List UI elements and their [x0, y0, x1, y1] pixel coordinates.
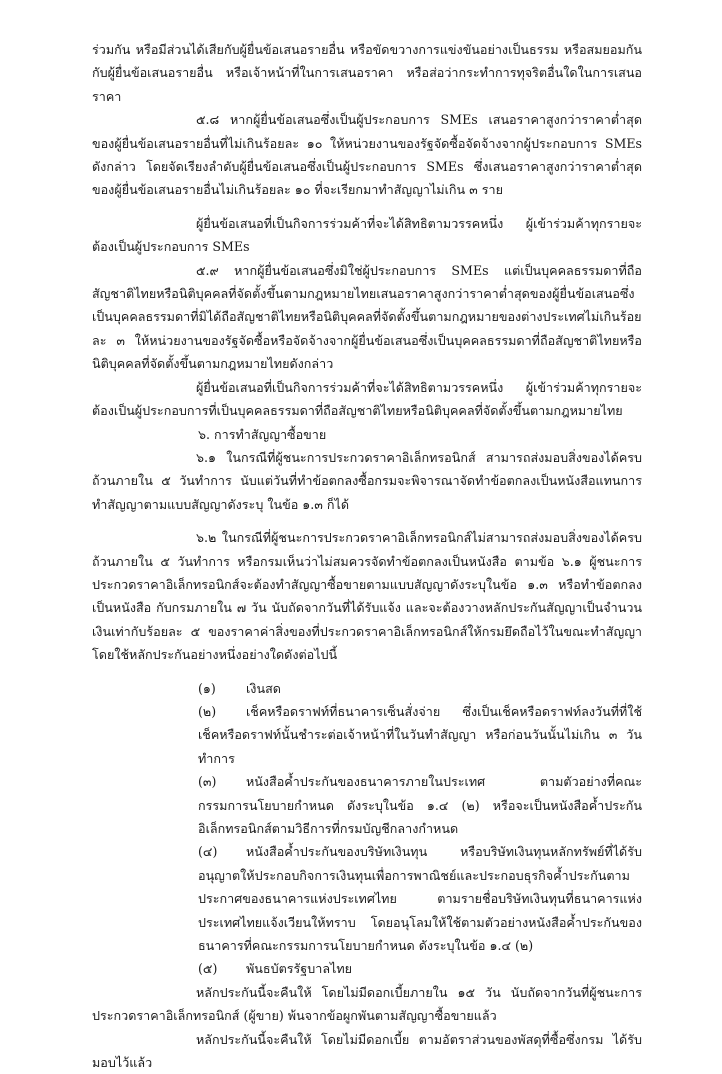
guarantee-list [92, 677, 642, 981]
clause-5-8-joint-venture: ผู้ยื่นข้อเสนอที่เป็นกิจการร่วมค้าที่จะได้สิทธิตามวรรคหนึ่ง ผู้เข้าร่วมค้าทุกรายจะต้องเป็นผู้ประกอบการ SMEs [92, 215, 642, 255]
list-item: (๒) เช็คหรือดราฟท์ที่ธนาคารเซ็นสั่งจ่าย ซึ่งเป็นเช็คหรือดราฟท์ลงวันที่ที่ใช้เช็คหรือดราฟท์นั้นชำระต่อเจ้าหน้าที่ในวันทำสัญญา หรือก่อนวันนั้นไม่เกิน ๓ วันทำการ [198, 703, 642, 766]
guarantee-return-2: หลักประกันนี้จะคืนให้ โดยไม่มีดอกเบี้ย ตามอัตราส่วนของพัสดุที่ซื้อซึ่งกรม ได้รับมอบไว้แล้ว [92, 1031, 642, 1071]
section-6-heading: ๖. การทำสัญญาซื้อขาย [198, 426, 327, 442]
list-item: (๕) พันธบัตรรัฐบาลไทย [198, 961, 353, 977]
list-item: (๔) หนังสือค้ำประกันของบริษัทเงินทุน หรือบริษัทเงินทุนหลักทรัพย์ที่ได้รับอนุญาตให้ประกอบกิจการเงินทุนเพื่อการพาณิชย์และประกอบธุรกิจค้ำประกันตามประกาศของธนาคารแห่งประเทศไทย ตามรายชื่อบริษัทเงินทุนที่ธนาคารแห่งประเทศไทยแจ้งเวียนให้ทราบ โดยอนุโลมให้ใช้ตามตัวอย่างหนังสือค้ำประกันของธนาคารที่คณะกรรมการนโยบายกำหนด ดังระบุในข้อ ๑.๔ (๒) [198, 844, 642, 954]
guarantee-return-1: หลักประกันนี้จะคืนให้ โดยไม่มีดอกเบี้ยภายใน ๑๕ วัน นับถัดจากวันที่ผู้ชนะการประกวดราคาอิเล็กทรอนิกส์ (ผู้ขาย) พ้นจากข้อผูกพันตามสัญญาซื้อขายแล้ว [92, 984, 642, 1024]
clause-6-2: ๖.๒ ในกรณีที่ผู้ชนะการประกวดราคาอิเล็กทรอนิกส์ไม่สามารถส่งมอบสิ่งของได้ครบถ้วนภายใน ๕ วันทำการ หรือกรมเห็นว่าไม่สมควรจัดทำข้อตกลงเป็นหนังสือ ตามข้อ ๖.๑ ผู้ชนะการประกวดราคาอิเล็กทรอนิกส์จะต้องทำสัญญาซื้อขายตามแบบสัญญาดังระบุในข้อ ๑.๓ หรือทำข้อตกลงเป็นหนังสือ กับกรมภายใน ๗ วัน นับถัดจากวันที่ได้รับแจ้ง และจะต้องวางหลักประกันสัญญาเป็นจำนวนเงินเท่ากับร้อยละ ๕ ของราคาค่าสิ่งของที่ประกวดราคาอิเล็กทรอนิกส์ให้กรมยึดถือไว้ในขณะทำสัญญา โดยใช้หลักประกันอย่างหนึ่งอย่างใดดังต่อไปนี้ [92, 530, 642, 663]
clause-6-1: ๖.๑ ในกรณีที่ผู้ชนะการประกวดราคาอิเล็กทรอนิกส์ สามารถส่งมอบสิ่งของได้ครบถ้วนภายใน ๕ วันทำการ นับแต่วันที่ทำข้อตกลงซื้อกรมจะพิจารณาจัดทำข้อตกลงเป็นหนังสือแทนการทำสัญญาตามแบบสัญญาดังระบุ ในข้อ ๑.๓ ก็ได้ [92, 449, 642, 512]
list-item: (๑) เงินสด [198, 680, 281, 696]
clause-5-9: ๕.๙ หากผู้ยื่นข้อเสนอซึ่งมิใช่ผู้ประกอบการ SMEs แต่เป็นบุคคลธรรมดาที่ถือสัญชาติไทยหรือนิติบุคคลที่จัดตั้งขึ้นตามกฎหมายไทยเสนอราคาสูงกว่าราคาต่ำสุดของผู้ยื่นข้อเสนอซึ่งเป็นบุคคลธรรมดาที่มิได้ถือสัญชาติไทยหรือนิติบุคคลที่จัดตั้งขึ้นตามกฎหมายของต่างประเทศไม่เกินร้อยละ ๓ ให้หน่วยงานของรัฐจัดซื้อหรือจัดจ้างจากผู้ยื่นข้อเสนอซึ่งเป็นบุคคลธรรมดาที่ถือสัญชาติไทยหรือนิติบุคคลที่จัดตั้งขึ้นตามกฎหมายไทยดังกล่าว [92, 262, 642, 372]
clause-5-8: ๕.๘ หากผู้ยื่นข้อเสนอซึ่งเป็นผู้ประกอบการ SMEs เสนอราคาสูงกว่าราคาต่ำสุดของผู้ยื่นข้อเสนอรายอื่นที่ไม่เกินร้อยละ ๑๐ ให้หน่วยงานของรัฐจัดซื้อจัดจ้างจากผู้ประกอบการ SMEs ดังกล่าว โดยจัดเรียงลำดับผู้ยื่นข้อเสนอซึ่งเป็นผู้ประกอบการ SMEs ซึ่งเสนอราคาสูงกว่าราคาต่ำสุดของผู้ยื่นข้อเสนอรายอื่นไม่เกินร้อยละ ๑๐ ที่จะเรียกมาทำสัญญาไม่เกิน ๓ ราย [92, 112, 642, 198]
clause-5-9-joint-venture: ผู้ยื่นข้อเสนอที่เป็นกิจการร่วมค้าที่จะได้สิทธิตามวรรคหนึ่ง ผู้เข้าร่วมค้าทุกรายจะต้องเป็นผู้ประกอบการที่เป็นบุคคลธรรมดาที่ถือสัญชาติไทยหรือนิติบุคคลที่จัดตั้งขึ้นตามกฎหมายไทย [92, 379, 642, 419]
paragraph-continuation: ร่วมกัน หรือมีส่วนได้เสียกับผู้ยื่นข้อเสนอรายอื่น หรือขัดขวางการแข่งขันอย่างเป็นธรรม หรือสมยอมกันกับผู้ยื่นข้อเสนอรายอื่น หรือเจ้าหน้าที่ในการเสนอราคา หรือส่อว่ากระทำการทุจริตอื่นใดในการเสนอราคา [92, 42, 642, 104]
list-item: (๓) หนังสือค้ำประกันของธนาคารภายในประเทศ ตามตัวอย่างที่คณะกรรมการนโยบายกำหนด ดังระบุในข้อ ๑.๔ (๒) หรือจะเป็นหนังสือค้ำประกันอิเล็กทรอนิกส์ตามวิธีการที่กรมบัญชีกลางกำหนด [198, 774, 642, 836]
